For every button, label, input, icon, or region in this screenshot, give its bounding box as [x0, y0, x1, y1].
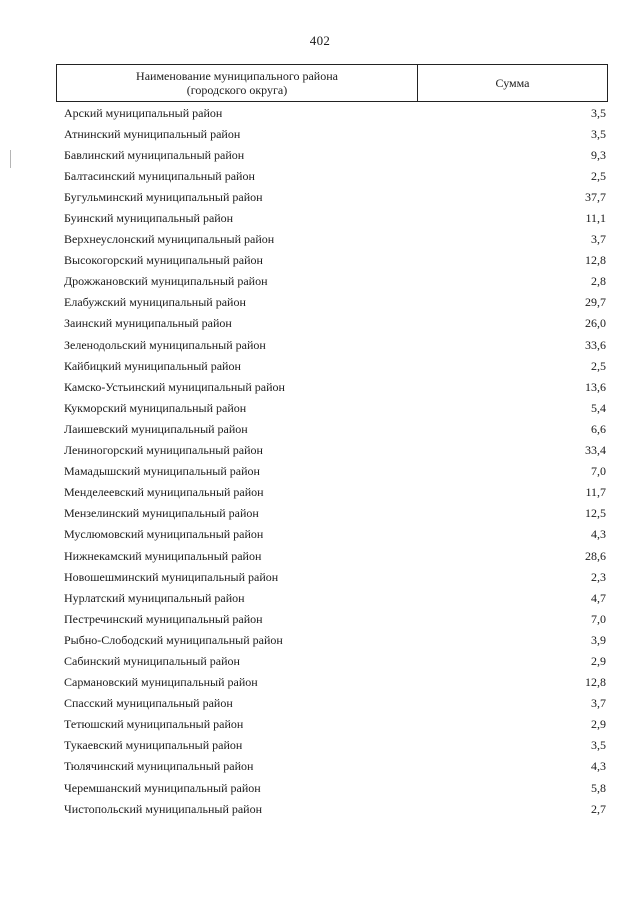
- header-sum-column: [418, 65, 607, 101]
- district-sum: 2,3: [591, 569, 606, 584]
- district-name: Тетюшский муниципальный район: [64, 717, 244, 732]
- district-name: Чистопольский муниципальный район: [64, 801, 263, 816]
- district-sum: 7,0: [591, 611, 606, 626]
- district-sum: 2,5: [591, 168, 606, 183]
- district-name: Елабужский муниципальный район: [64, 295, 246, 310]
- table-row: [64, 693, 606, 714]
- table-row: [64, 461, 606, 482]
- district-sum: 3,9: [591, 632, 606, 647]
- district-name: Высокогорский муниципальный район: [64, 253, 263, 268]
- district-name: Нурлатский муниципальный район: [64, 590, 245, 605]
- header-sum-label: Сумма: [495, 75, 530, 90]
- district-name: Рыбно-Слободский муниципальный район: [64, 632, 283, 647]
- table-row: [64, 777, 606, 798]
- table-row: [64, 102, 606, 123]
- district-name: Бавлинский муниципальный район: [64, 147, 245, 162]
- district-name: Спасский муниципальный район: [64, 696, 233, 711]
- table-row: [64, 271, 606, 292]
- page-number: 402: [309, 33, 331, 48]
- district-name: Зеленодольский муниципальный район: [64, 337, 266, 352]
- district-sum: 11,7: [585, 485, 606, 500]
- district-sum: 4,3: [591, 527, 606, 542]
- district-sum: 13,6: [585, 379, 606, 394]
- district-sum: 2,9: [591, 717, 606, 732]
- district-sum: 7,0: [591, 464, 606, 479]
- district-name: Кайбицкий муниципальный район: [64, 358, 241, 373]
- district-sum: 12,8: [585, 253, 606, 268]
- district-sum: 3,5: [591, 105, 606, 120]
- district-name: Буинский муниципальный район: [64, 211, 234, 226]
- header-name-column: [57, 65, 418, 101]
- table-row: [64, 186, 606, 207]
- district-name: Мамадышский муниципальный район: [64, 464, 260, 479]
- district-sum: 3,5: [591, 126, 606, 141]
- district-sum: 12,8: [585, 675, 606, 690]
- table-row: [64, 672, 606, 693]
- district-name: Черемшанский муниципальный район: [64, 780, 261, 795]
- district-sum: 4,7: [591, 590, 606, 605]
- table-row: [64, 440, 606, 461]
- header-name-line1: Наименование муниципального района: [136, 69, 338, 83]
- district-name: Дрожжановский муниципальный район: [64, 274, 268, 289]
- district-name: Кукморский муниципальный район: [64, 400, 247, 415]
- table-row: [64, 735, 606, 756]
- table-row: [64, 376, 606, 397]
- table-row: [64, 292, 606, 313]
- table-row: [64, 650, 606, 671]
- table-row: [64, 397, 606, 418]
- district-sum: 29,7: [585, 295, 606, 310]
- district-sum: 4,3: [591, 759, 606, 774]
- district-sum: 28,6: [585, 548, 606, 563]
- district-sum: 3,5: [591, 738, 606, 753]
- table-row: [64, 629, 606, 650]
- table-row: [64, 714, 606, 735]
- table-row: [64, 250, 606, 271]
- district-name: Сабинский муниципальный район: [64, 653, 240, 668]
- scan-mark: [10, 150, 11, 168]
- district-sum: 2,9: [591, 653, 606, 668]
- district-sum: 6,6: [591, 421, 606, 436]
- district-sum: 12,5: [585, 506, 606, 521]
- header-name-line2: (городского округа): [186, 83, 288, 97]
- table-row: [64, 503, 606, 524]
- table-row: [64, 207, 606, 228]
- district-name: Сармановский муниципальный район: [64, 675, 258, 690]
- table-row: [64, 418, 606, 439]
- table-row: [64, 355, 606, 376]
- district-name: Пестречинский муниципальный район: [64, 611, 263, 626]
- district-name: Лениногорский муниципальный район: [64, 443, 263, 458]
- district-name: Новошешминский муниципальный район: [64, 569, 279, 584]
- table-row: [64, 545, 606, 566]
- table-row: [64, 587, 606, 608]
- district-sum: 33,6: [585, 337, 606, 352]
- district-sum: 9,3: [591, 147, 606, 162]
- district-name: Тукаевский муниципальный район: [64, 738, 243, 753]
- table-row: [64, 566, 606, 587]
- district-name: Заинский муниципальный район: [64, 316, 232, 331]
- district-sum: 2,7: [591, 801, 606, 816]
- district-name: Менделеевский муниципальный район: [64, 485, 264, 500]
- district-name: Муслюмовский муниципальный район: [64, 527, 264, 542]
- district-sum: 26,0: [585, 316, 606, 331]
- district-sum: 3,7: [591, 696, 606, 711]
- district-name: Верхнеуслонский муниципальный район: [64, 232, 275, 247]
- district-sum: 2,5: [591, 358, 606, 373]
- district-name: Тюлячинский муниципальный район: [64, 759, 254, 774]
- district-sum: 33,4: [585, 443, 606, 458]
- district-sum: 11,1: [585, 211, 606, 226]
- table-row: [64, 313, 606, 334]
- table-row: [64, 798, 606, 819]
- district-name: Нижнекамский муниципальный район: [64, 548, 262, 563]
- district-name: Балтасинский муниципальный район: [64, 168, 255, 183]
- table-row: [64, 165, 606, 186]
- district-name: Арский муниципальный район: [64, 105, 223, 120]
- table-row: [64, 144, 606, 165]
- district-sum: 2,8: [591, 274, 606, 289]
- district-sum: 37,7: [585, 189, 606, 204]
- district-sum: 5,8: [591, 780, 606, 795]
- district-name: Бугульминский муниципальный район: [64, 189, 263, 204]
- table-row: [64, 229, 606, 250]
- district-sum: 3,7: [591, 232, 606, 247]
- table-row: [64, 524, 606, 545]
- table-row: [64, 123, 606, 144]
- district-name: Атнинский муниципальный район: [64, 126, 241, 141]
- district-sum: 5,4: [591, 400, 606, 415]
- table-row: [64, 756, 606, 777]
- table-row: [64, 482, 606, 503]
- table-body: [64, 102, 606, 819]
- district-name: Лаишевский муниципальный район: [64, 421, 248, 436]
- table-row: [64, 334, 606, 355]
- district-name: Камско-Устьинский муниципальный район: [64, 379, 285, 394]
- district-name: Мензелинский муниципальный район: [64, 506, 259, 521]
- table-row: [64, 608, 606, 629]
- table-header: [56, 64, 608, 102]
